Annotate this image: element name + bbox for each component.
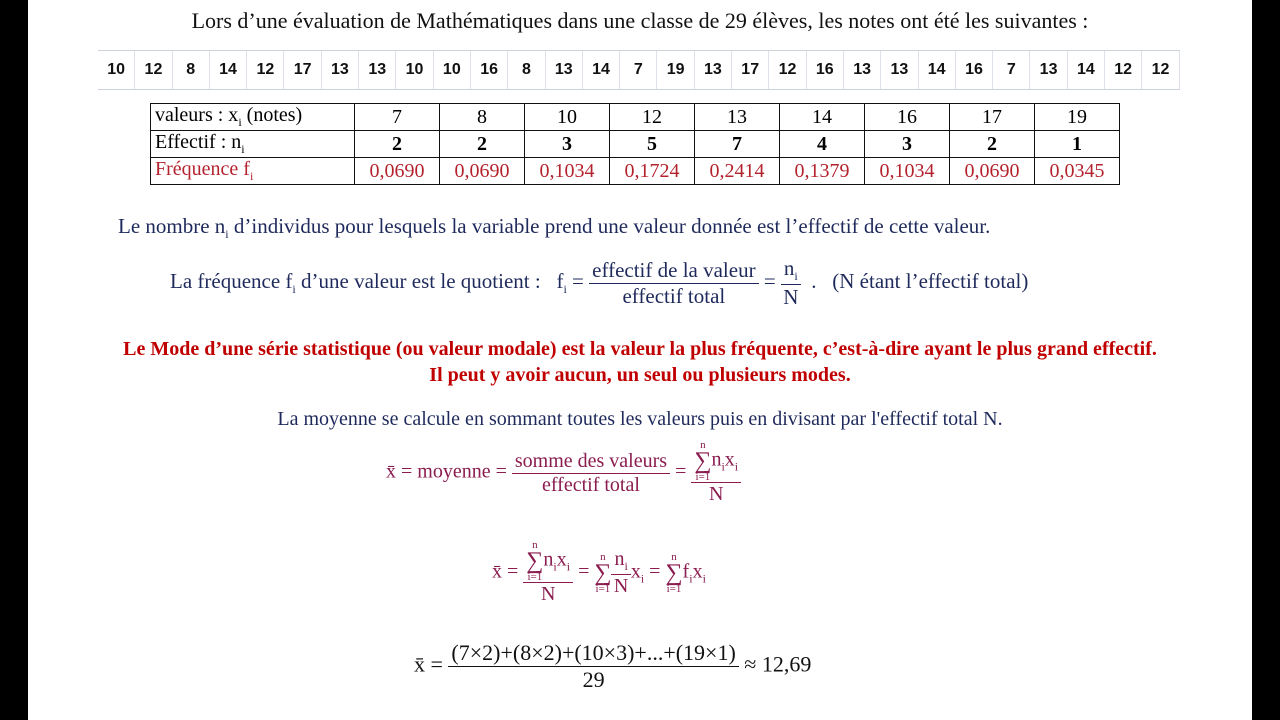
row-label-effectif: Effectif : $n_i$ [151, 131, 355, 158]
note-value: 12 [769, 51, 806, 89]
note-value: 7 [620, 51, 657, 89]
notes-row [98, 50, 1180, 90]
value-cell: 8 [440, 104, 525, 131]
note-value: 14 [919, 51, 956, 89]
value-cell: 7 [355, 104, 440, 131]
note-value: 16 [807, 51, 844, 89]
frequence-cell: 0,1034 [865, 158, 950, 185]
row-label-frequence: Fréquence $f_i$ [151, 158, 355, 185]
effectif-cell: 3 [865, 131, 950, 158]
effectif-definition: Le nombre $n_i$ d’individus pour lesquels la variable prend une valeur donnée est l’effectif de cette valeur. [118, 214, 991, 242]
effectif-cell: 2 [355, 131, 440, 158]
note-value: 13 [881, 51, 918, 89]
effectif-cell: 3 [525, 131, 610, 158]
note-value: 10 [98, 51, 135, 89]
note-value: 12 [1142, 51, 1179, 89]
frequence-cell: 0,0690 [950, 158, 1035, 185]
note-value: 16 [471, 51, 508, 89]
effectif-cell: 2 [440, 131, 525, 158]
note-value: 8 [508, 51, 545, 89]
note-value: 17 [284, 51, 321, 89]
note-value: 12 [1105, 51, 1142, 89]
note-value: 13 [546, 51, 583, 89]
document-page [28, 0, 1252, 720]
frequence-cell: 0,1379 [780, 158, 865, 185]
intro-title: Lors d’une évaluation de Mathématiques dans une classe de 29 élèves, les notes ont été les suivantes : [191, 8, 1089, 33]
note-value: 12 [135, 51, 172, 89]
value-cell: 14 [780, 104, 865, 131]
effectif-cell: 7 [695, 131, 780, 158]
mode-definition-line1: Le Mode d’une série statistique (ou valeur modale) est la valeur la plus fréquente, c’est-à-dire ayant le plus grand effectif. [123, 338, 1157, 360]
note-value: 14 [210, 51, 247, 89]
note-value: 7 [993, 51, 1030, 89]
note-value: 8 [173, 51, 210, 89]
note-value: 13 [359, 51, 396, 89]
note-value: 12 [247, 51, 284, 89]
note-value: 13 [1030, 51, 1067, 89]
frequence-cell: 0,1034 [525, 158, 610, 185]
note-value: 14 [1068, 51, 1105, 89]
moyenne-intro: La moyenne se calcule en sommant toutes les valeurs puis en divisant par l'effectif total N. [277, 408, 1003, 430]
mode-definition-line2: Il peut y avoir aucun, un seul ou plusieurs modes. [429, 364, 851, 386]
frequence-definition: La fréquence $f_i$ d’une valeur est le quotient : $f_i$ = $\frac{\text{effectif de la valeur}}{\text{effectif total}}$ = $\frac{n_i}{N}$ . (N étant l’effectif total) [170, 256, 1029, 310]
frequency-table [150, 103, 1120, 185]
value-cell: 10 [525, 104, 610, 131]
note-value: 17 [732, 51, 769, 89]
frequence-cell: 0,0690 [440, 158, 525, 185]
frequence-cell: 0,2414 [695, 158, 780, 185]
note-value: 16 [956, 51, 993, 89]
value-cell: 19 [1035, 104, 1120, 131]
frequence-cell: 0,0345 [1035, 158, 1120, 185]
note-value: 10 [396, 51, 433, 89]
frequence-cell: 0,0690 [355, 158, 440, 185]
effectif-cell: 2 [950, 131, 1035, 158]
value-cell: 16 [865, 104, 950, 131]
note-value: 10 [434, 51, 471, 89]
note-value: 13 [695, 51, 732, 89]
mean-formula-3: x̄ = $\frac{(7\times 2)+(8\times 2)+(10\times 3)+...+(19\times 1)}{29}$ ≈ 12,69 [414, 640, 812, 692]
note-value: 13 [322, 51, 359, 89]
mean-formula-2: x̄ = n ∑ i=1 $n_ix_i$ N = n ∑ i=1 $\frac{n_i}{N}$ $x_i$ = n ∑ i=1 $f_ix_i$ [492, 539, 706, 605]
value-cell: 12 [610, 104, 695, 131]
note-value: 13 [844, 51, 881, 89]
frequence-cell: 0,1724 [610, 158, 695, 185]
note-value: 14 [583, 51, 620, 89]
effectif-cell: 4 [780, 131, 865, 158]
value-cell: 13 [695, 104, 780, 131]
value-cell: 17 [950, 104, 1035, 131]
row-label-values: valeurs : $x_i$ (notes) [151, 104, 355, 131]
effectif-cell: 1 [1035, 131, 1120, 158]
effectif-cell: 5 [610, 131, 695, 158]
mean-formula-1: x̄ = moyenne = $\frac{\text{somme des valeurs}}{\text{effectif total}}$ = n ∑ i=1 $n_ix_i$ N [386, 440, 741, 506]
note-value: 19 [657, 51, 694, 89]
